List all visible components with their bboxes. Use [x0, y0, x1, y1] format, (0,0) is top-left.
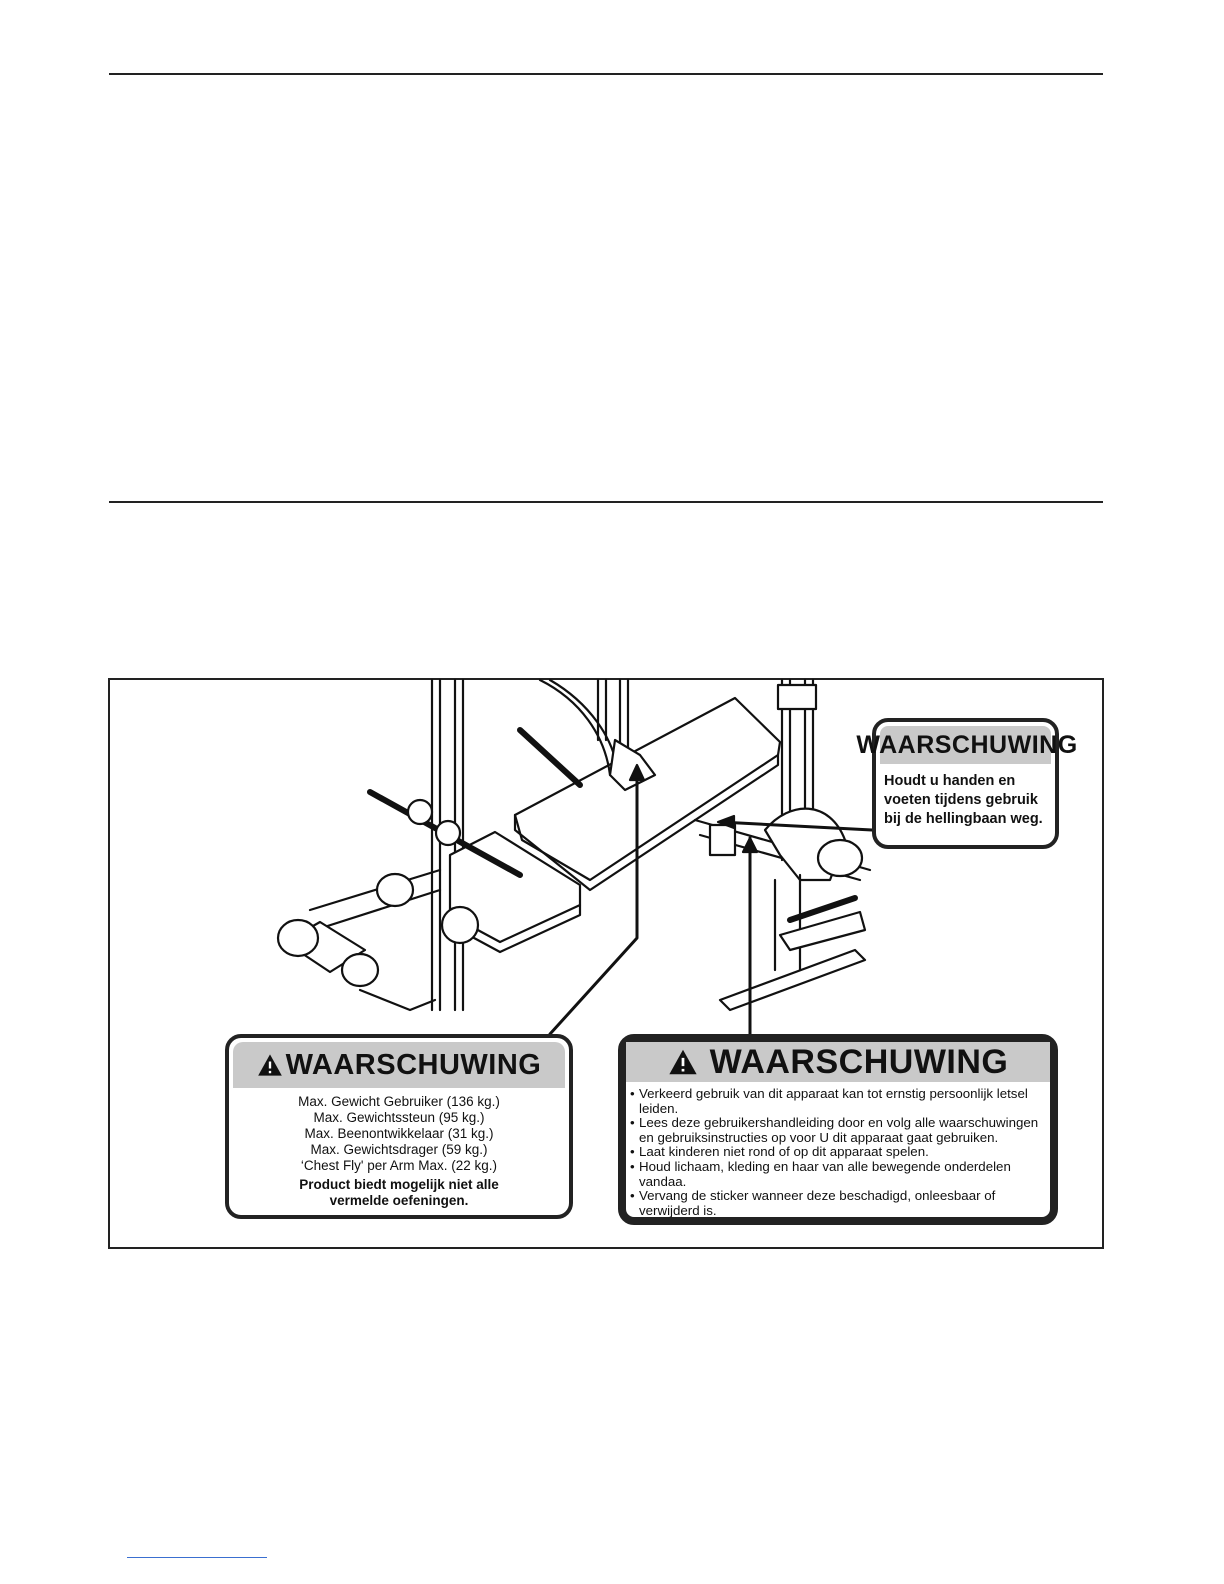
max-weight-line: Max. Gewicht Gebruiker (136 kg.) — [298, 1094, 500, 1109]
warning-label-header — [856, 726, 1078, 764]
warning-label-figure — [108, 678, 1104, 1249]
max-weight-line: ‘Chest Fly' per Arm Max. (22 kg.) — [300, 1158, 498, 1173]
footer-line — [127, 1557, 267, 1558]
warning-triangle-icon — [257, 1052, 283, 1078]
warning-bullet: • Houd lichaam, kleding en haar van alle bewegende onderdelen vandaa. — [630, 1160, 1046, 1189]
warning-label-hands-feet — [856, 718, 1078, 849]
warning-bullet-text: Lees deze gebruikershandleiding door en volg alle waarschuwingen en gebruiksinstructies op voor U dit apparaat gaat gebruiken. — [639, 1115, 1039, 1145]
warning-label-header — [233, 1042, 565, 1088]
warning-text-line: bij de hellingbaan weg. — [884, 811, 1043, 827]
warning-bullet: • Lees deze gebruikershandleiding door en volg alle waarschuwingen en gebruiksinstructies op voor U dit apparaat gaat gebruiken. — [630, 1116, 1046, 1145]
middle-rule — [109, 501, 1103, 503]
warning-bullet: • Verkeerd gebruik van dit apparaat kan tot ernstig persoonlijk letsel leiden. — [630, 1087, 1046, 1116]
warning-title: WAARSCHUWING — [285, 1048, 542, 1081]
top-rule — [109, 73, 1103, 75]
warning-label-general — [618, 1034, 1058, 1225]
max-weight-line: Max. Gewichtssteun (95 kg.) — [313, 1110, 485, 1125]
warning-bullet-text: Verkeerd gebruik van dit apparaat kan tot ernstig persoonlijk letsel leiden. — [639, 1086, 1028, 1116]
warning-bullet-text: Houd lichaam, kleding en haar van alle bewegende onderdelen vandaa. — [639, 1158, 1011, 1189]
warning-triangle-icon — [668, 1047, 698, 1077]
warning-title: WAARSCHUWING — [856, 730, 1078, 759]
warning-bullet: • Laat kinderen niet rond of op dit apparaat spelen. — [630, 1144, 929, 1160]
warning-title: WAARSCHUWING — [709, 1042, 1009, 1081]
warning-text-line: voeten tijdens gebruik — [884, 792, 1038, 808]
warning-label-header — [626, 1042, 1050, 1082]
warning-text-line: Houdt u handen en — [884, 773, 1016, 789]
product-note-line1: Product biedt mogelijk niet alle — [299, 1177, 499, 1192]
product-note-line2: vermelde oefeningen. — [329, 1193, 469, 1208]
max-weight-line: Max. Beenontwikkelaar (31 kg.) — [304, 1126, 494, 1141]
warning-bullet-text: Vervang de sticker wanneer deze beschadigd, onleesbaar of verwijderd is. — [639, 1188, 996, 1218]
max-weight-line: Max. Gewichtsdrager (59 kg.) — [310, 1142, 488, 1157]
warning-bullet-text: Laat kinderen niet rond of op dit apparaat spelen. — [639, 1144, 929, 1160]
warning-label-max-weights — [225, 1034, 573, 1219]
warning-bullet: • Vervang de sticker wanneer deze beschadigd, onleesbaar of verwijderd is. — [630, 1189, 1046, 1218]
